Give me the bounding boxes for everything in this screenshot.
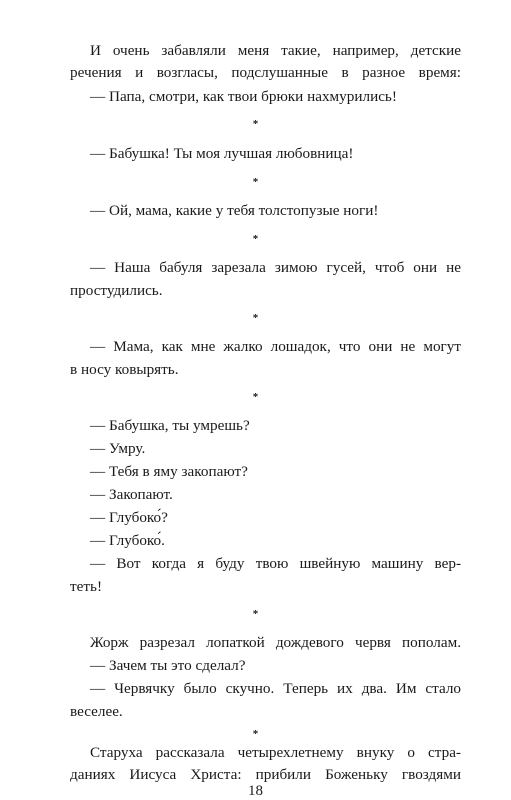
text-line: теть!: [70, 578, 102, 595]
text-line: Старуха рассказала четырехлетнему внуку о стра-: [90, 744, 461, 761]
text-line: — Тебя в яму закопают?: [90, 463, 248, 480]
text-line: — Глубоко́?: [90, 509, 168, 526]
page-number: 18: [248, 783, 263, 799]
text-line: — Вот когда я буду твою швейную машину вер-: [90, 555, 461, 572]
section-separator: *: [252, 118, 259, 130]
text-line: веселее.: [70, 703, 123, 720]
text-line: — Мама, как мне жалко лошадок, что они не могут: [90, 338, 461, 355]
section-separator: *: [252, 233, 259, 245]
text-line: И очень забавляли меня такие, например, детские: [90, 42, 461, 59]
text-line: в носу ковырять.: [70, 361, 179, 378]
text-line: — Бабушка, ты умрешь?: [90, 417, 250, 434]
text-line: — Умру.: [90, 440, 146, 457]
text-line: — Червячку было скучно. Теперь их два. Им стало: [90, 680, 461, 697]
text-line: — Закопают.: [90, 486, 173, 503]
text-line: — Ой, мама, какие у тебя толстопузые ноги!: [90, 202, 379, 219]
section-separator: *: [252, 608, 259, 620]
text-line: речения и возгласы, подслушанные в разное время:: [70, 64, 461, 81]
text-line: — Папа, смотри, как твои брюки нахмурились!: [90, 88, 397, 105]
section-separator: *: [252, 728, 259, 740]
section-separator: *: [252, 391, 259, 403]
text-line: — Бабушка! Ты моя лучшая любовница!: [90, 145, 354, 162]
text-line: — Наша бабуля зарезала зимою гусей, чтоб они не: [90, 259, 461, 276]
text-line: Жорж разрезал лопаткой дождевого червя пополам.: [90, 634, 461, 651]
text-line: даниях Иисуса Христа: прибили Боженьку гвоздями: [70, 766, 461, 783]
section-separator: *: [252, 176, 259, 188]
text-line: — Глубоко́.: [90, 532, 165, 549]
text-line: — Зачем ты это сделал?: [90, 657, 246, 674]
text-line: простудились.: [70, 282, 163, 299]
section-separator: *: [252, 312, 259, 324]
